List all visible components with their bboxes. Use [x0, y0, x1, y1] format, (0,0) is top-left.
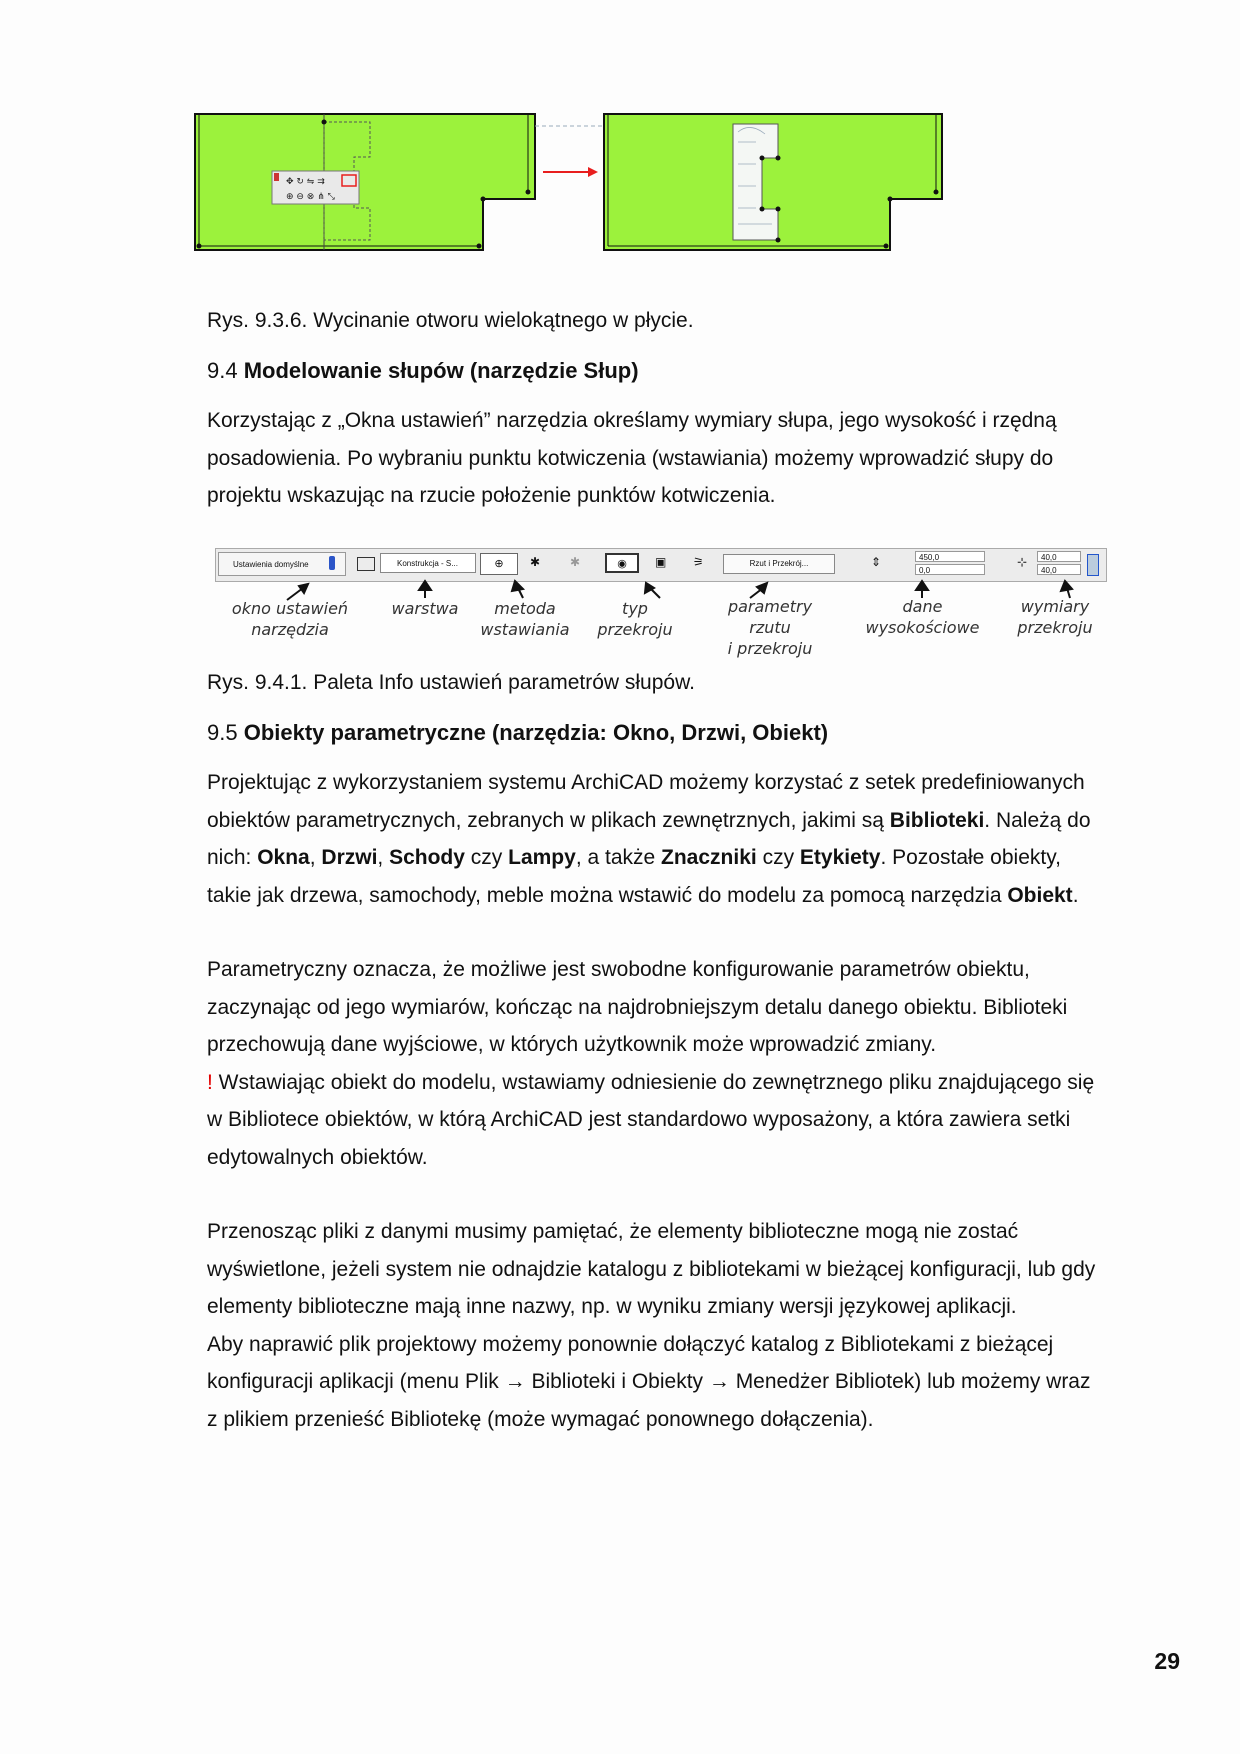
label-method [470, 598, 580, 640]
bold-term: Obiekt [1007, 883, 1073, 907]
paragraph-line: elementy biblioteczne mają inne nazwy, np. w wyniku zmiany wersji językowej aplikacji. [207, 1295, 1017, 1318]
section-number: 9.5 [207, 720, 238, 745]
paragraph-line: wyświetlone, jeżeli system nie odnajdzie katalogu z bibliotekami w bieżącej konfiguracji, lub gdy [207, 1257, 1096, 1281]
figure-polygon-cut [190, 112, 960, 262]
warning-mark: ! [207, 1070, 213, 1094]
label-line: dane [902, 597, 943, 616]
label-section-type [585, 598, 685, 640]
section-9-4-paragraph [207, 402, 1182, 515]
bold-term: Drzwi [321, 846, 378, 869]
paragraph-line: edytowalnych obiektów. [207, 1145, 428, 1169]
height-icon: ⇕ [871, 555, 882, 569]
page-number: 29 [1154, 1648, 1180, 1674]
label-section-dims [1010, 596, 1100, 638]
section-9-5-paragraph-1 [207, 764, 1182, 914]
label-line: okno ustawień [231, 599, 349, 618]
paragraph-line: Aby naprawić plik projektowy możemy ponownie dołączyć katalog z Bibliotekami z bieżącej [207, 1332, 1054, 1356]
label-line: metoda [494, 599, 556, 618]
bold-term: Etykiety [799, 846, 881, 869]
paragraph-line [207, 1064, 1182, 1102]
bold-term: Biblioteki [889, 808, 985, 832]
paragraph-line: Projektując z wykorzystaniem systemu ArchiCAD możemy korzystać z setek predefiniowanych [207, 771, 1085, 794]
slab-plan-after [604, 114, 942, 250]
settings-label: Ustawienia domyślne [233, 560, 309, 569]
paragraph-line: posadowienia. Po wybraniu punktu kotwiczenia (wstawiania) możemy wprowadzić słupy do [207, 446, 1054, 470]
paragraph-line: Korzystając z „Okna ustawień” narzędzia określamy wymiary słupa, jego wysokość i rzędną [207, 409, 1057, 432]
section-heading-9-5 [207, 714, 828, 752]
paragraph-line: z plikiem przenieść Bibliotekę (może wymagać ponownego dołączenia). [207, 1407, 874, 1431]
svg-text:⊕ ⊖ ⊗ ⋔ ⤡: ⊕ ⊖ ⊗ ⋔ ⤡ [286, 192, 335, 202]
bold-term: Lampy [508, 846, 576, 869]
text-run: . Należą do [984, 808, 1091, 832]
anchor-method-button[interactable]: ⊕ [480, 553, 518, 575]
dimensions-icon: ⊹ [1017, 555, 1028, 569]
section-title: Obiekty parametryczne (narzędzia: Okno, Drzwi, Obiekt) [243, 720, 829, 745]
label-line: przekroju [597, 620, 673, 639]
slab-plans-drawing [190, 112, 960, 262]
text-run: takie jak drzewa, samochody, meble można wstawić do modelu za pomocą narzędzia [207, 883, 1008, 907]
paragraph-line [207, 802, 1182, 840]
section-type-button[interactable]: ◉ [605, 553, 639, 573]
text-run: czy [464, 846, 509, 869]
label-line: i przekroju [727, 639, 813, 658]
anchor-point-icon[interactable]: ✱ [530, 555, 541, 569]
paragraph-line: Parametryczny oznacza, że możliwe jest swobodne konfigurowanie parametrów obiektu, [207, 958, 1030, 981]
elevation-value: 0,0 [919, 566, 931, 575]
label-height-data [855, 596, 990, 638]
transform-arrow [543, 167, 598, 177]
label-settings-window [215, 598, 365, 640]
label-line: wymiary [1020, 597, 1090, 616]
section-title: Modelowanie słupów (narzędzie Słup) [243, 358, 639, 383]
plan-section-label: Rzut i Przekrój... [749, 559, 809, 568]
label-line: typ [622, 599, 648, 618]
section-number: 9.4 [207, 358, 238, 383]
text-run: , a także [575, 846, 662, 869]
depth-value: 40,0 [1041, 566, 1057, 575]
paragraph-line: konfiguracji aplikacji (menu Plik → Biblioteki i Obiekty → Menedżer Bibliotek) lub możemy wraz [207, 1370, 1091, 1393]
text-run: nich: [207, 846, 258, 869]
section-heading-9-4 [207, 352, 639, 390]
label-line: narzędzia [251, 620, 329, 639]
text-run: , [309, 846, 322, 869]
section-hatch-icon[interactable]: ⚞ [693, 555, 704, 569]
label-plan-params [705, 596, 835, 659]
section-9-5-paragraph-2 [207, 951, 1182, 1176]
section-9-5-paragraph-4 [207, 1213, 1182, 1438]
paragraph-line [207, 839, 1182, 877]
bold-term: Znaczniki [661, 846, 757, 869]
label-line: przekroju [1017, 618, 1093, 637]
paragraph-line: w Bibliotece obiektów, w którą ArchiCAD jest standardowo wyposażony, a która zawiera setki [207, 1108, 1071, 1131]
text-run: Wstawiając obiekt do modelu, wstawiamy odniesienie do zewnętrznego pliku znajdującego się [212, 1070, 1095, 1094]
figure-caption-9-3-6: Rys. 9.3.6. Wycinanie otworu wielokątnego w płycie. [207, 309, 694, 332]
label-line: parametry rzutu [727, 597, 813, 637]
slab-plan-before [195, 114, 535, 250]
text-run: obiektów parametrycznych, zebranych w plikach zewnętrznych, jakimi są [207, 808, 890, 832]
figure-caption-9-4-1: Rys. 9.4.1. Paleta Info ustawień parametrów słupów. [207, 671, 695, 694]
height-value: 450,0 [919, 553, 940, 562]
bold-term: Schody [389, 846, 465, 869]
section-square-icon[interactable]: ▣ [655, 555, 667, 569]
text-run: . [1072, 883, 1079, 907]
text-run: , [377, 846, 390, 869]
paragraph-line [207, 877, 1182, 915]
label-line: warstwa [391, 599, 459, 618]
polygon-edit-palette[interactable] [272, 171, 359, 204]
label-line: wysokościowe [865, 618, 980, 637]
bold-term: Okna [257, 846, 310, 869]
text-run: . Pozostałe obiekty, [880, 846, 1061, 869]
label-layer [375, 598, 475, 619]
paragraph-line: przechowują dane wyjściowe, w których użytkownik może wprowadzić zmiany. [207, 1033, 937, 1056]
svg-text:✥ ↻ ⇋ ⇉: ✥ ↻ ⇋ ⇉ [286, 177, 325, 187]
anchor-point-alt-icon[interactable]: ✱ [570, 555, 581, 569]
paragraph-line: Przenosząc pliki z danymi musimy pamiętać, że elementy biblioteczne mogą nie zostać [207, 1220, 1019, 1243]
label-line: wstawiania [480, 620, 570, 639]
text-run: czy [756, 846, 800, 869]
layer-value: Konstrukcja - S... [397, 559, 458, 568]
figure-column-info-palette [215, 548, 1105, 658]
paragraph-line: projektu wskazując na rzucie położenie punktów kotwiczenia. [207, 484, 776, 507]
width-value: 40,0 [1041, 553, 1057, 562]
paragraph-line: zaczynając od jego wymiarów, kończąc na najdrobniejszym detalu danego obiektu. Biblioteki [207, 995, 1068, 1019]
